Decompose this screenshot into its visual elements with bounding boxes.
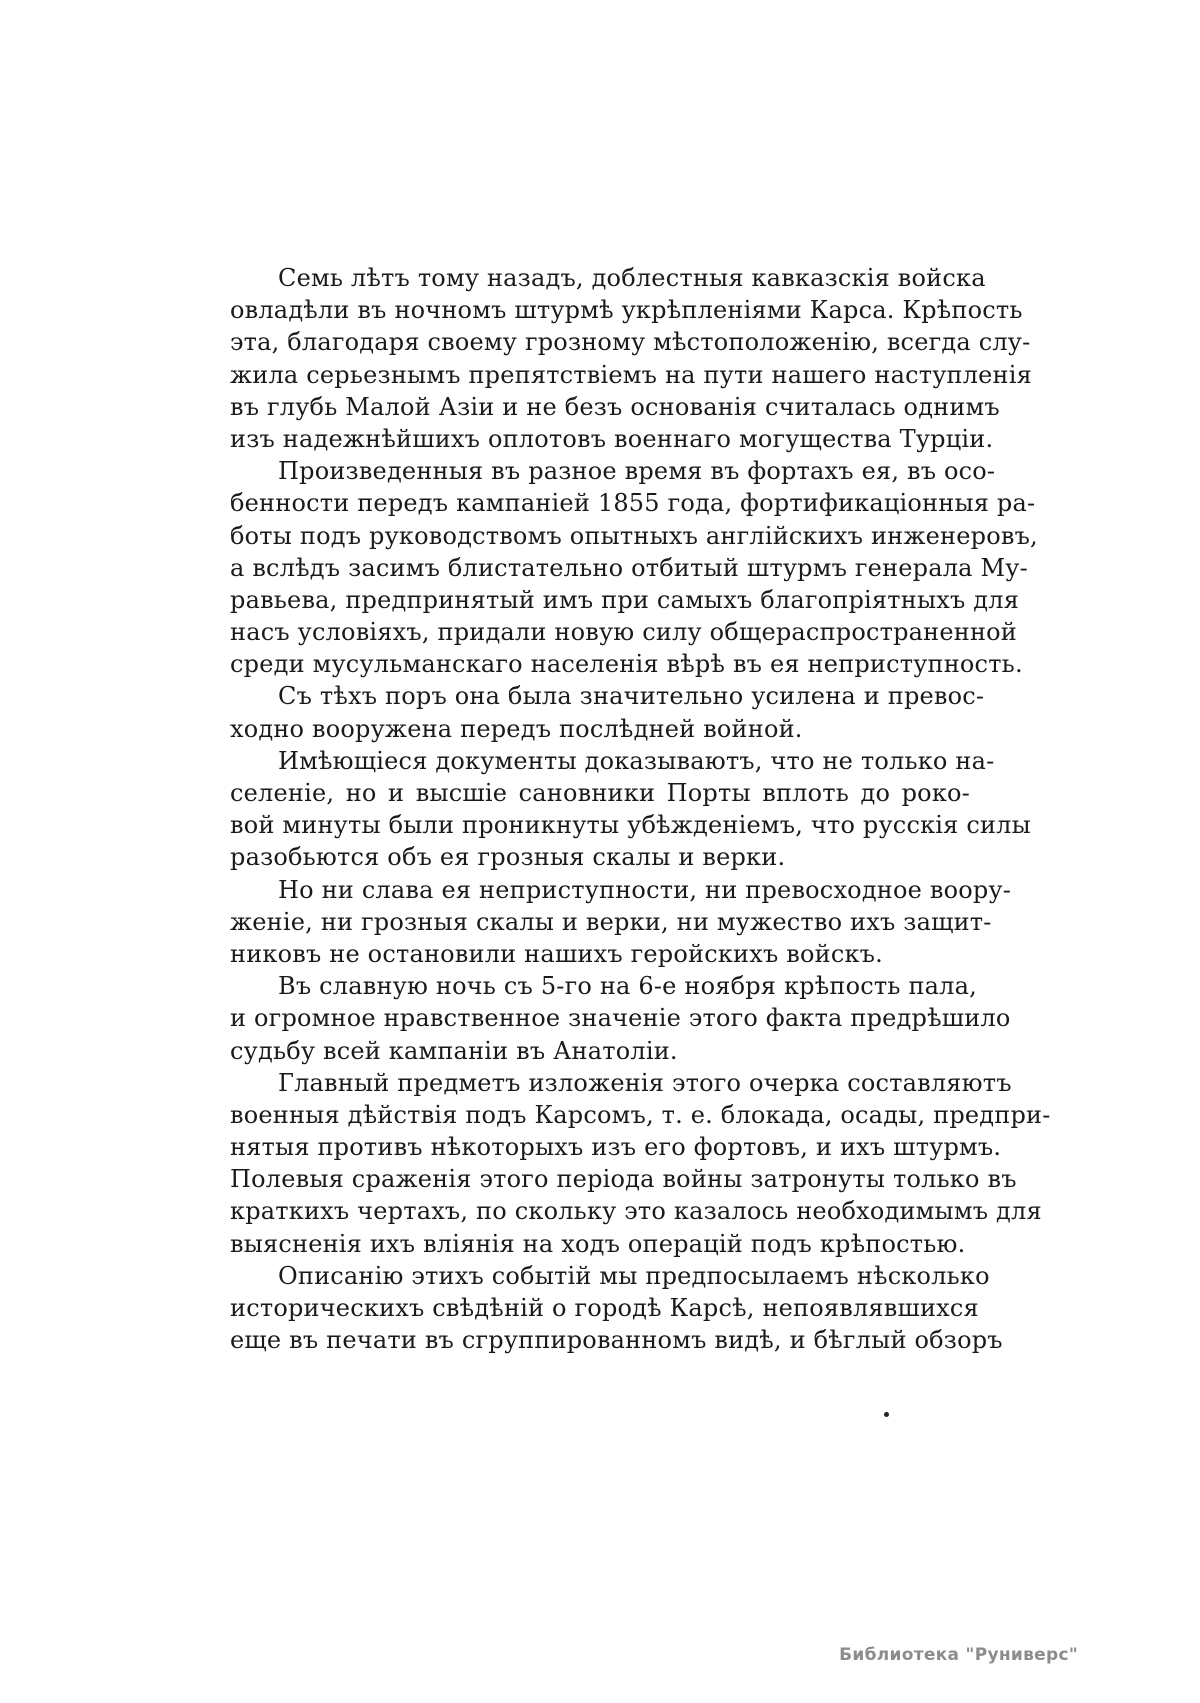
text-line: Въ славную ночь съ 5-го на 6-е ноября крѣпость пала, bbox=[278, 972, 977, 1001]
paragraph bbox=[230, 970, 1011, 1067]
text-line: Главный предметъ изложенія этого очерка составляютъ bbox=[278, 1068, 1012, 1097]
text-line: Описанію этихъ событій мы предпосылаемъ нѣсколько bbox=[278, 1261, 990, 1290]
text-line: равьева, предпринятый имъ при самыхъ благопріятныхъ для bbox=[230, 585, 1020, 614]
text-line: краткихъ чертахъ, по скольку это казалось необходимымъ для bbox=[230, 1197, 1042, 1226]
text-line: и огромное нравственное значеніе этого факта предрѣшило bbox=[230, 1004, 1011, 1033]
text-line: овладѣли въ ночномъ штурмѣ укрѣпленіями Карса. Крѣпость bbox=[230, 296, 1023, 325]
text-line: Но ни слава ея неприступности, ни превосходное воору- bbox=[278, 875, 1012, 904]
text-line: селеніе, но и высшіе сановники Порты вплоть до роко- bbox=[230, 779, 970, 807]
text-line: Съ тѣхъ поръ она была значительно усилена и превос- bbox=[278, 682, 985, 711]
text-line: Произведенныя въ разное время въ фортахъ ея, въ осо- bbox=[278, 457, 996, 486]
text-line: историческихъ свѣдѣній о городѣ Карсѣ, непоявлявшихся bbox=[230, 1294, 979, 1322]
text-line: женіе, ни грозныя скалы и верки, ни мужество ихъ защит- bbox=[230, 907, 992, 936]
paragraph bbox=[230, 455, 1038, 680]
text-line: а вслѣдъ засимъ блистательно отбитый штурмъ генерала Му- bbox=[230, 553, 1028, 582]
body-text bbox=[230, 262, 1051, 1356]
text-line: разобьются объ ея грозныя скалы и верки. bbox=[230, 843, 786, 872]
text-line: Имѣющіеся документы доказываютъ, что не только на- bbox=[278, 746, 995, 775]
paragraph bbox=[230, 745, 1031, 874]
text-line: судьбу всей кампаніи въ Анатоліи. bbox=[230, 1036, 678, 1065]
text-line: еще въ печати въ сгруппированномъ видѣ, и бѣглый обзоръ bbox=[230, 1326, 1003, 1355]
paragraph bbox=[230, 262, 1032, 455]
text-line: нятыя противъ нѣкоторыхъ изъ его фортовъ, и ихъ штурмъ. bbox=[230, 1133, 1002, 1162]
paragraph bbox=[230, 1260, 1003, 1357]
text-line: военныя дѣйствія подъ Карсомъ, т. е. блокада, осады, предпри- bbox=[230, 1100, 1051, 1129]
text-line: бенности передъ кампаніей 1855 года, фортификаціонныя ра- bbox=[230, 489, 1036, 518]
paragraph bbox=[230, 1067, 1051, 1260]
text-line: никовъ не остановили нашихъ геройскихъ войскъ. bbox=[230, 939, 883, 968]
text-line: среди мусульманскаго населенія вѣрѣ въ ея неприступность. bbox=[230, 650, 1023, 679]
text-line: выясненія ихъ вліянія на ходъ операцій подъ крѣпостью. bbox=[230, 1229, 966, 1258]
text-line: боты подъ руководствомъ опытныхъ англійскихъ инженеровъ, bbox=[230, 521, 1038, 550]
paragraph bbox=[230, 874, 1012, 971]
text-line: насъ условіяхъ, придали новую силу общераспространенной bbox=[230, 618, 1018, 647]
library-watermark: Библиотека "Руниверс" bbox=[839, 1645, 1078, 1665]
text-line: жила серьезнымъ препятствіемъ на пути нашего наступленія bbox=[230, 360, 1032, 389]
text-line: изъ надежнѣйшихъ оплотовъ военнаго могущества Турціи. bbox=[230, 424, 994, 453]
text-line: Семь лѣтъ тому назадъ, доблестныя кавказскія войска bbox=[278, 264, 986, 292]
text-line: въ глубь Малой Азіи и не безъ основанія считалась однимъ bbox=[230, 392, 1000, 421]
text-line: эта, благодаря своему грозному мѣстоположенію, всегда слу- bbox=[230, 328, 1031, 357]
text-line: Полевыя сраженія этого періода войны затронуты только въ bbox=[230, 1165, 1017, 1194]
ink-speck bbox=[884, 1412, 889, 1417]
paragraph bbox=[230, 680, 985, 744]
text-line: ходно вооружена передъ послѣдней войной. bbox=[230, 714, 803, 743]
text-line: вой минуты были проникнуты убѣжденіемъ, что русскія силы bbox=[230, 811, 1031, 840]
